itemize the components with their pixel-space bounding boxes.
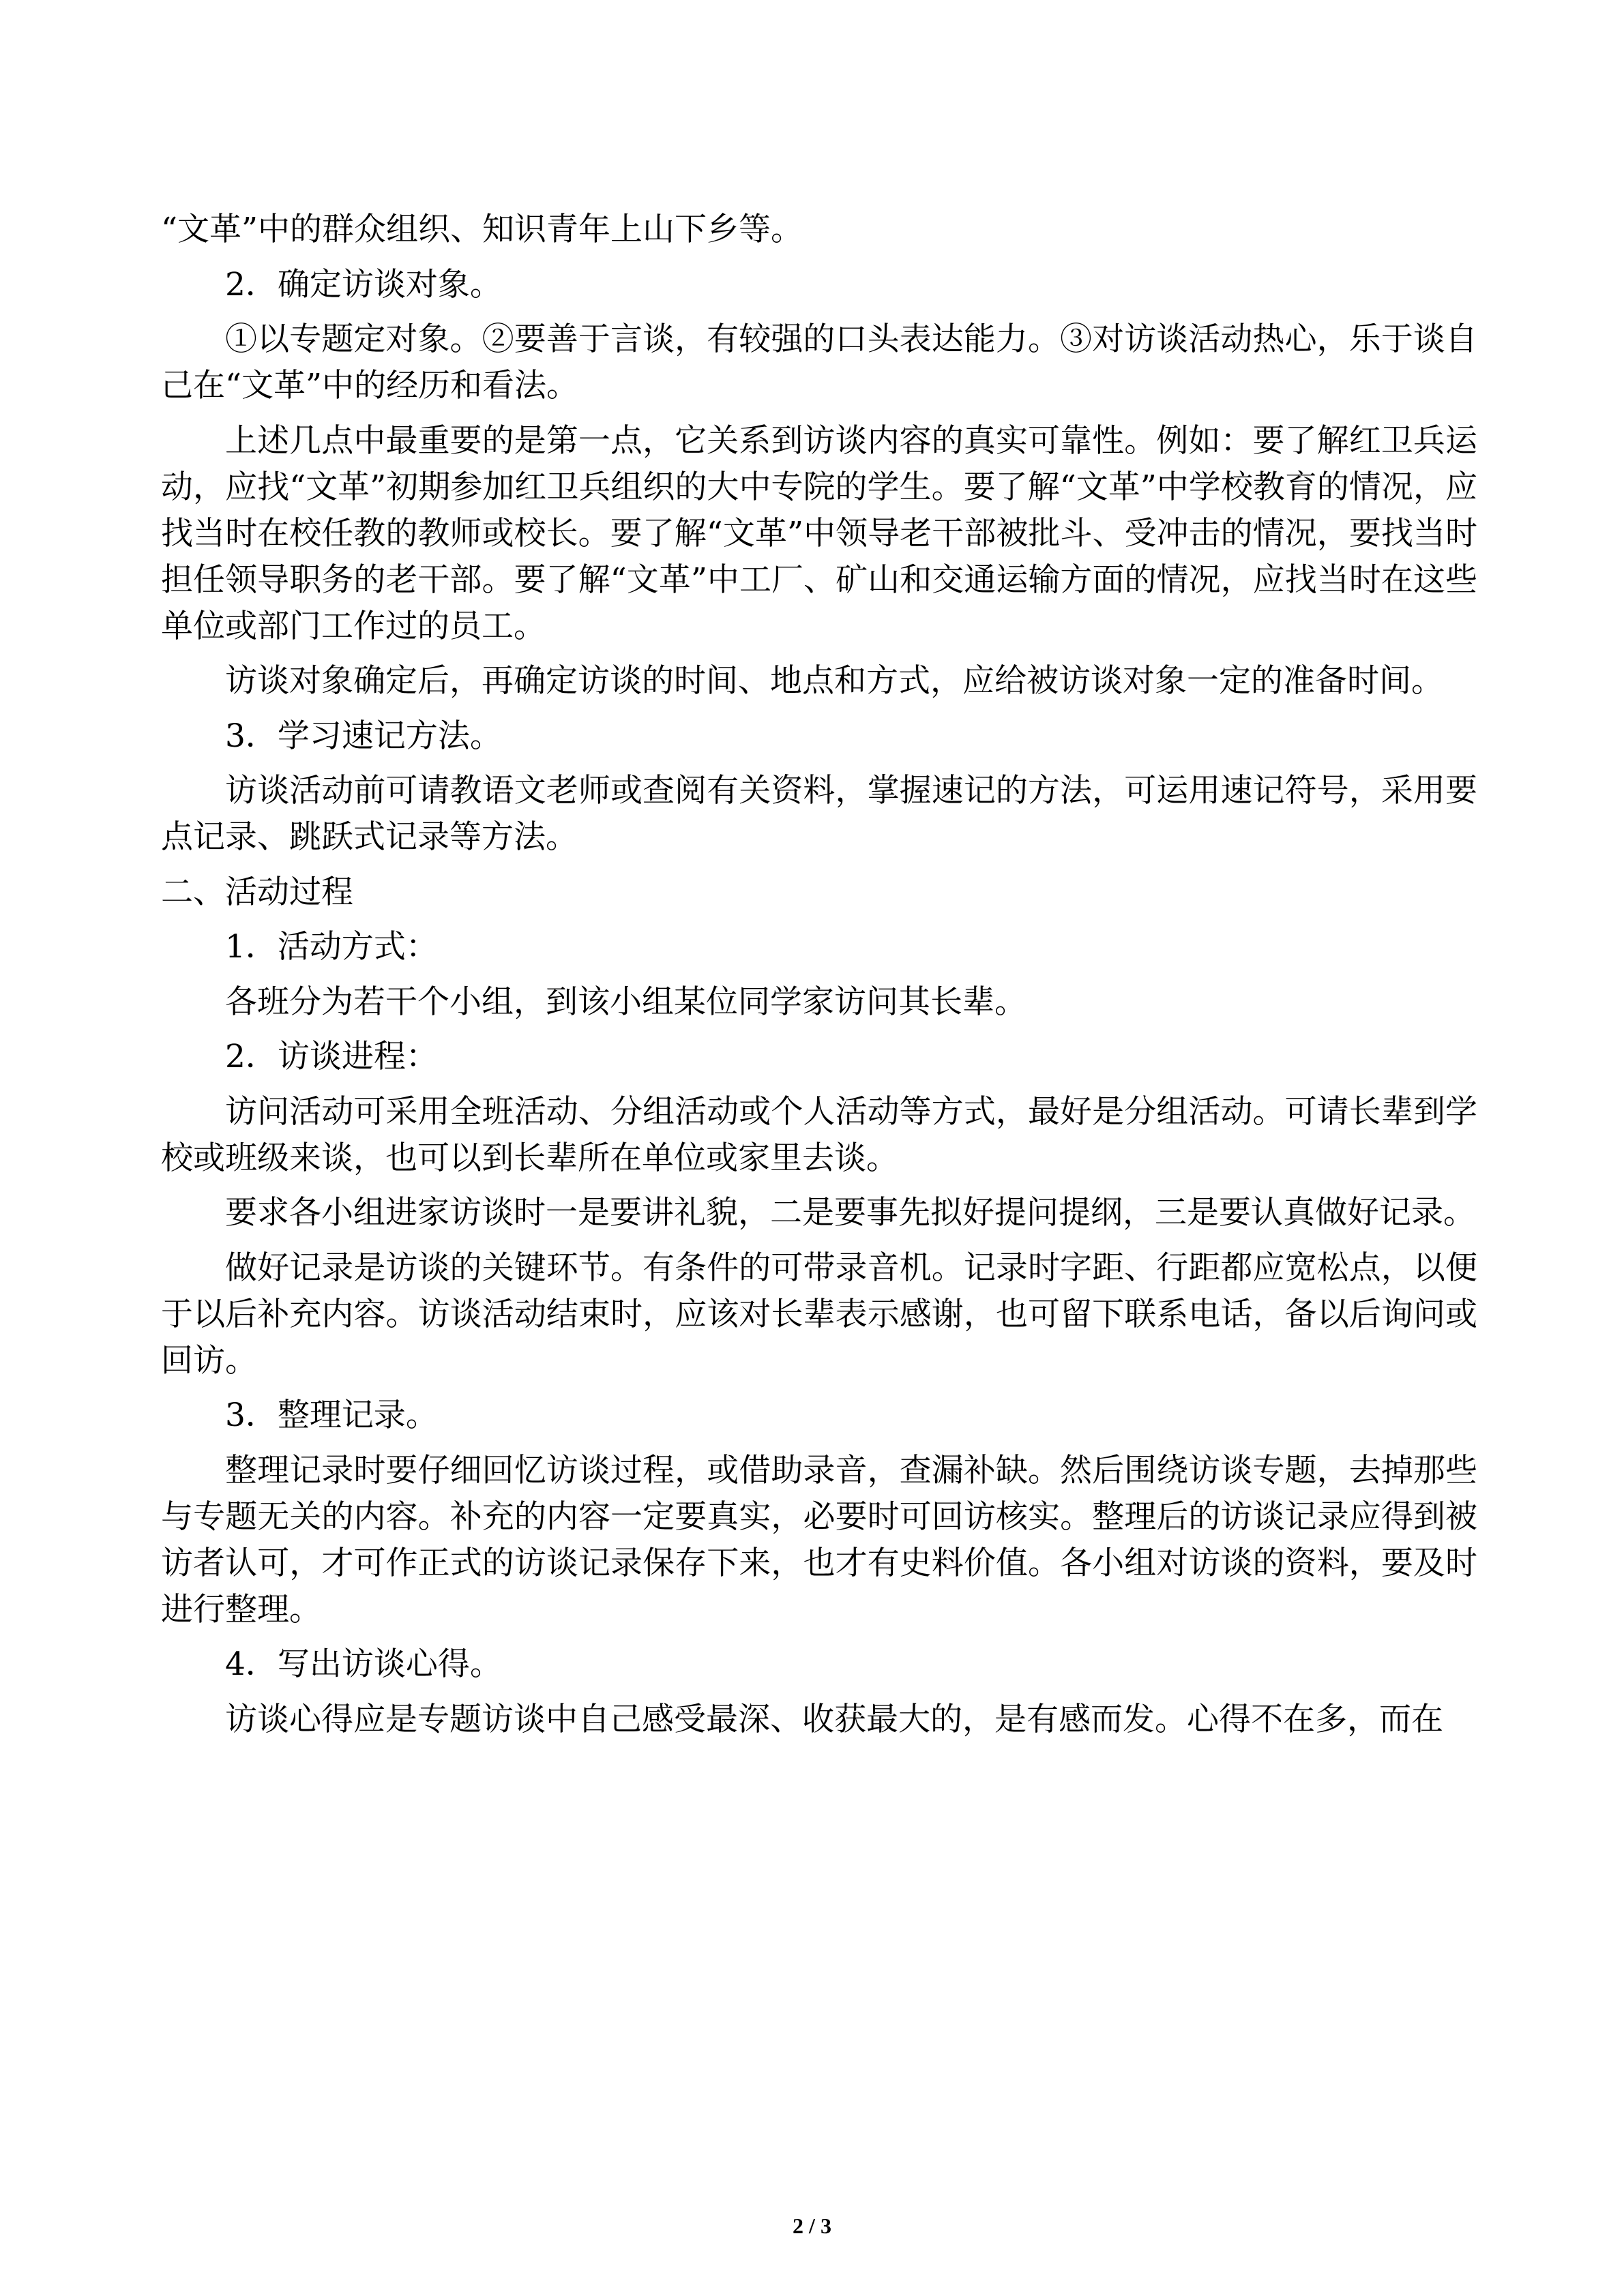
paragraph: 4．写出访谈心得。 [225,1645,502,1683]
paragraph: “文革”中的群众组织、知识青年上山下乡等。 [161,211,803,248]
paragraph: 3．学习速记方法。 [225,717,502,755]
paragraph: 做好记录是访谈的关键环节。有条件的可带录音机。记录时字距、行距都应宽松点，以便于以后补充内容。访谈活动结束时，应该对长辈表示感谢，也可留下联系电话，备以后询问或回访。 [161,1249,1477,1380]
body-text [161,207,1477,1751]
paragraph: 上述几点中最重要的是第一点，它关系到访谈内容的真实可靠性。例如：要了解红卫兵运动，应找“文革”初期参加红卫兵组织的大中专院的学生。要了解“文革”中学校教育的情况，应找当时在校任教的教师或校长。要了解“文革”中领导老干部被批斗、受冲击的情况，要找当时担任领导职务的老干部。要了解“文革”中工厂、矿山和交通运输方面的情况，应找当时在这些单位或部门工作过的员工。 [161,421,1477,645]
paragraph: 访谈对象确定后，再确定访谈的时间、地点和方式，应给被访谈对象一定的准备时间。 [225,662,1443,700]
paragraph: 访谈心得应是专题访谈中自己感受最深、收获最大的，是有感而发。心得不在多，而在 [225,1700,1443,1738]
paragraph: 整理记录时要仔细回忆访谈过程，或借助录音，查漏补缺。然后围绕访谈专题，去掉那些与专题无关的内容。补充的内容一定要真实，必要时可回访核实。整理后的访谈记录应得到被访者认可，才可作正式的访谈记录保存下来，也才有史料价值。各小组对访谈的资料，要及时进行整理。 [161,1451,1477,1628]
paragraph: 访问活动可采用全班活动、分组活动或个人活动等方式，最好是分组活动。可请长辈到学校或班级来谈，也可以到长辈所在单位或家里去谈。 [161,1092,1477,1177]
paragraph: 2．确定访谈对象。 [225,265,502,303]
paragraph: 要求各小组进家访谈时一是要讲礼貌，二是要事先拟好提问提纲，三是要认真做好记录。 [225,1194,1475,1232]
paragraph: 3．整理记录。 [225,1397,438,1434]
paragraph: ①以专题定对象。②要善于言谈，有较强的口头表达能力。③对访谈活动热心，乐于谈自己在“文革”中的经历和看法。 [161,320,1477,404]
section-heading: 二、活动过程 [161,873,353,911]
paragraph: 访谈活动前可请教语文老师或查阅有关资料，掌握速记的方法，可运用速记符号，采用要点记录、跳跃式记录等方法。 [161,772,1477,856]
paragraph: 各班分为若干个小组，到该小组某位同学家访问其长辈。 [225,983,1027,1021]
page-number: 2 / 3 [793,2213,831,2238]
paragraph: 2．访谈进程： [225,1038,438,1075]
paragraph: 1．活动方式： [225,928,438,966]
